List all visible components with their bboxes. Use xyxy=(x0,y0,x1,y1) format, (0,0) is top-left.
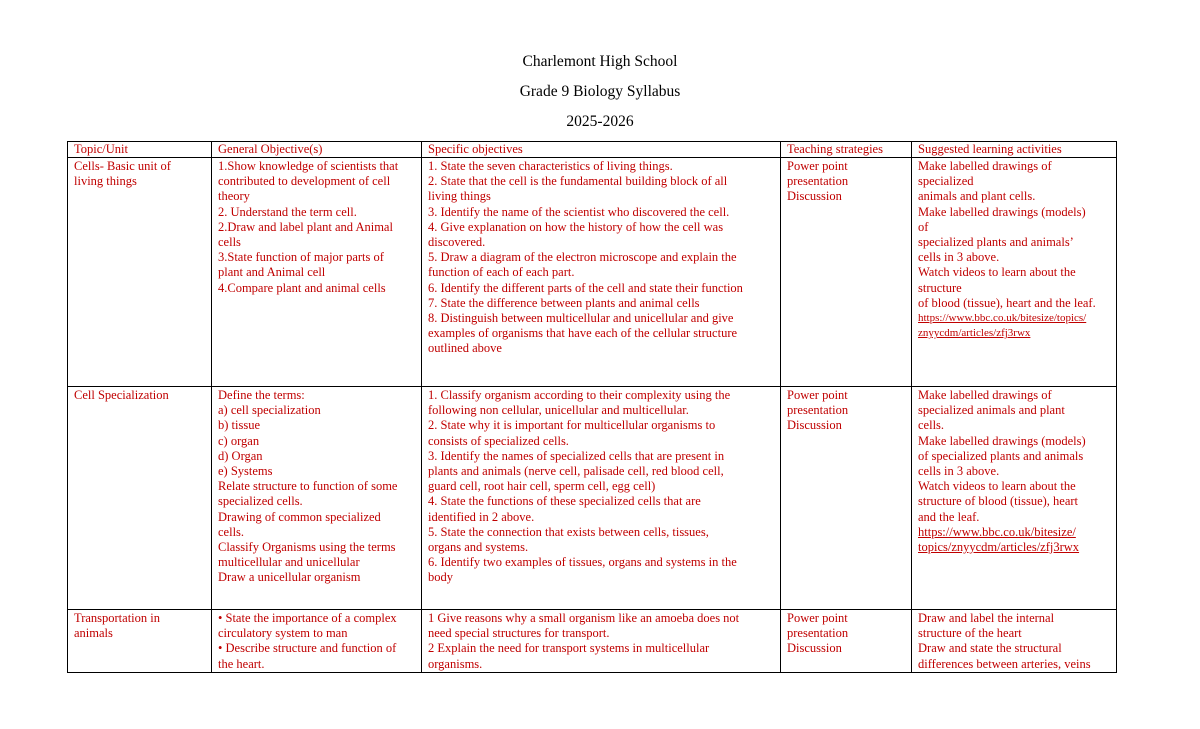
learning-activity-cell-line: Make labelled drawings of xyxy=(918,159,1052,173)
learning-activity-cell-line: of blood (tissue), heart and the leaf. xyxy=(918,295,1096,310)
topic-cell xyxy=(68,387,212,610)
specific-objective-cell-line: 5. Draw a diagram of the electron microscope and explain the xyxy=(428,250,737,265)
topic-cell-line: Cell Specialization xyxy=(74,388,169,402)
general-objective-cell-line: • State the importance of a complex xyxy=(218,611,397,625)
learning-activity-cell-line: differences between arteries, veins xyxy=(918,656,1091,671)
general-objective-cell-line: b) tissue xyxy=(218,418,261,433)
specific-objective-cell-line: living things xyxy=(428,189,491,204)
learning-activity-cell-line: cells. xyxy=(918,418,945,433)
topic-cell-line: animals xyxy=(74,626,113,641)
teaching-strategy-cell-line: Power point xyxy=(787,611,848,625)
specific-objective-cell-line: organs and systems. xyxy=(428,540,529,555)
general-objective-cell-line: 2. Understand the term cell. xyxy=(218,204,357,219)
bbc-bitesize-link[interactable] xyxy=(918,311,1116,341)
learning-activity-cell-line: structure xyxy=(918,280,962,295)
specific-objective-cell xyxy=(422,158,781,387)
topic-cell-line: Transportation in xyxy=(74,611,160,625)
topic-cell-line: living things xyxy=(74,174,137,189)
col-header-topic: Topic/Unit xyxy=(68,142,212,158)
teaching-strategy-cell-line: presentation xyxy=(787,174,849,189)
teaching-strategy-cell-line: Discussion xyxy=(787,418,842,433)
learning-activity-cell-line: of specialized plants and animals xyxy=(918,448,1084,463)
specific-objective-cell-line: 1. Classify organism according to their complexity using the xyxy=(428,388,731,402)
specific-objective-cell-line: 2. State why it is important for multicellular organisms to xyxy=(428,418,716,433)
specific-objective-cell-line: 8. Distinguish between multicellular and unicellular and give xyxy=(428,311,734,326)
specific-objective-cell-line: function of each of each part. xyxy=(428,265,575,280)
col-header-general-objectives: General Objective(s) xyxy=(212,142,422,158)
learning-activity-cell-line: structure of blood (tissue), heart xyxy=(918,494,1079,509)
topic-cell-line: Cells- Basic unit of xyxy=(74,159,171,173)
specific-objective-cell-line: 3. Identify the names of specialized cells that are present in xyxy=(428,448,725,463)
link-text-line[interactable]: topics/znyycdm/articles/zfj3rwx xyxy=(918,540,1080,555)
table-row xyxy=(68,387,1117,610)
general-objective-cell xyxy=(212,610,422,673)
learning-activity-cell-line: structure of the heart xyxy=(918,626,1022,641)
col-header-specific-objectives: Specific objectives xyxy=(422,142,781,158)
learning-activity-cell-line: cells in 3 above. xyxy=(918,464,1000,479)
teaching-strategy-cell-line: Power point xyxy=(787,388,848,402)
general-objective-cell-line: specialized cells. xyxy=(218,494,303,509)
specific-objective-cell-line: examples of organisms that have each of the cellular structure xyxy=(428,326,738,341)
specific-objective-cell xyxy=(422,610,781,673)
specific-objective-cell-line: plants and animals (nerve cell, palisade cell, red blood cell, xyxy=(428,464,724,479)
general-objective-cell xyxy=(212,158,422,387)
general-objective-cell-line: 4.Compare plant and animal cells xyxy=(218,280,386,295)
specific-objective-cell-line: 6. Identify the different parts of the cell and state their function xyxy=(428,280,743,295)
topic-cell xyxy=(68,158,212,387)
specific-objective-cell-line: organisms. xyxy=(428,656,483,671)
col-header-learning-activities: Suggested learning activities xyxy=(912,142,1117,158)
general-objective-cell-line: the heart. xyxy=(218,656,265,671)
teaching-strategy-cell-line: presentation xyxy=(787,626,849,641)
learning-activity-cell-line: specialized plants and animals’ xyxy=(918,235,1074,250)
general-objective-cell-line: Draw a unicellular organism xyxy=(218,570,361,585)
learning-activity-cell-line: animals and plant cells. xyxy=(918,189,1036,204)
general-objective-cell xyxy=(212,387,422,610)
learning-activity-cell xyxy=(912,158,1117,387)
learning-activity-cell-line: and the leaf. xyxy=(918,509,980,524)
teaching-strategy-cell-line: presentation xyxy=(787,403,849,418)
learning-activity-cell xyxy=(912,610,1117,673)
specific-objective-cell-line: outlined above xyxy=(428,341,502,356)
learning-activity-cell-line: Make labelled drawings of xyxy=(918,388,1052,402)
col-header-teaching-strategies: Teaching strategies xyxy=(781,142,912,158)
general-objective-cell-line: c) organ xyxy=(218,433,260,448)
specific-objective-cell-line: 6. Identify two examples of tissues, organs and systems in the xyxy=(428,555,737,570)
general-objective-cell-line: 3.State function of major parts of xyxy=(218,250,384,265)
specific-objective-cell-line: body xyxy=(428,570,453,585)
general-objective-cell-line: cells xyxy=(218,235,241,250)
general-objective-cell-line: Define the terms: xyxy=(218,388,305,402)
specific-objective-cell-line: following non cellular, unicellular and multicellular. xyxy=(428,403,689,418)
general-objective-cell-line: multicellular and unicellular xyxy=(218,555,360,570)
general-objective-cell-line: e) Systems xyxy=(218,464,273,479)
specific-objective-cell-line: need special structures for transport. xyxy=(428,626,610,641)
teaching-strategy-cell xyxy=(781,158,912,387)
specific-objective-cell-line: 7. State the difference between plants and animal cells xyxy=(428,295,700,310)
school-name: Charlemont High School xyxy=(522,53,678,70)
specific-objective-cell-line: 1 Give reasons why a small organism like an amoeba does not xyxy=(428,611,740,625)
learning-activity-cell-line: specialized xyxy=(918,174,974,189)
general-objective-cell-line: theory xyxy=(218,189,250,204)
general-objective-cell-line: contributed to development of cell xyxy=(218,174,391,189)
general-objective-cell-line: Classify Organisms using the terms xyxy=(218,540,396,555)
link-text-line[interactable]: https://www.bbc.co.uk/bitesize/topics/ xyxy=(918,312,1087,325)
general-objective-cell-line: circulatory system to man xyxy=(218,626,348,641)
table-row xyxy=(68,158,1117,387)
general-objective-cell-line: d) Organ xyxy=(218,448,263,463)
link-text-line[interactable]: https://www.bbc.co.uk/bitesize/ xyxy=(918,524,1076,539)
link-text-line[interactable]: znyycdm/articles/zfj3rwx xyxy=(918,327,1031,340)
general-objective-cell-line: Relate structure to function of some xyxy=(218,479,398,494)
table-row xyxy=(68,610,1117,673)
specific-objective-cell-line: discovered. xyxy=(428,235,486,250)
general-objective-cell-line: plant and Animal cell xyxy=(218,265,326,280)
teaching-strategy-cell-line: Power point xyxy=(787,159,848,173)
learning-activity-cell-line: Watch videos to learn about the xyxy=(918,265,1076,280)
general-objective-cell-line: a) cell specialization xyxy=(218,403,321,418)
general-objective-cell-line: • Describe structure and function of xyxy=(218,641,397,656)
learning-activity-cell-line: cells in 3 above. xyxy=(918,250,1000,265)
learning-activity-cell-line: Make labelled drawings (models) xyxy=(918,433,1086,448)
specific-objective-cell-line: 4. State the functions of these specialized cells that are xyxy=(428,494,701,509)
bbc-bitesize-link[interactable] xyxy=(918,525,1116,555)
syllabus-title: Grade 9 Biology Syllabus xyxy=(519,83,681,100)
specific-objective-cell-line: 3. Identify the name of the scientist who discovered the cell. xyxy=(428,204,730,219)
general-objective-cell-line: 1.Show knowledge of scientists that xyxy=(218,159,399,173)
teaching-strategy-cell-line: Discussion xyxy=(787,641,842,656)
learning-activity-cell-line: of xyxy=(918,219,929,234)
specific-objective-cell-line: 4. Give explanation on how the history of how the cell was xyxy=(428,219,724,234)
learning-activity-cell-line: Draw and state the structural xyxy=(918,641,1062,656)
general-objective-cell-line: 2.Draw and label plant and Animal xyxy=(218,219,393,234)
syllabus-table xyxy=(67,141,1117,673)
learning-activity-cell-line: Draw and label the internal xyxy=(918,611,1055,625)
teaching-strategy-cell xyxy=(781,387,912,610)
specific-objective-cell-line: 2. State that the cell is the fundamental building block of all xyxy=(428,174,728,189)
table-header-row xyxy=(68,142,1117,158)
teaching-strategy-cell xyxy=(781,610,912,673)
specific-objective-cell-line: consists of specialized cells. xyxy=(428,433,569,448)
topic-cell xyxy=(68,610,212,673)
specific-objective-cell-line: guard cell, root hair cell, sperm cell, egg cell) xyxy=(428,479,656,494)
learning-activity-cell-line: Make labelled drawings (models) xyxy=(918,204,1086,219)
learning-activity-cell xyxy=(912,387,1117,610)
specific-objective-cell xyxy=(422,387,781,610)
learning-activity-cell-line: specialized animals and plant xyxy=(918,403,1065,418)
specific-objective-cell-line: identified in 2 above. xyxy=(428,509,535,524)
academic-year: 2025-2026 xyxy=(566,113,634,130)
general-objective-cell-line: Drawing of common specialized xyxy=(218,509,381,524)
specific-objective-cell-line: 2 Explain the need for transport systems in multicellular xyxy=(428,641,710,656)
specific-objective-cell-line: 1. State the seven characteristics of living things. xyxy=(428,159,673,173)
general-objective-cell-line: cells. xyxy=(218,524,245,539)
learning-activity-cell-line: Watch videos to learn about the xyxy=(918,479,1076,494)
specific-objective-cell-line: 5. State the connection that exists between cells, tissues, xyxy=(428,524,709,539)
teaching-strategy-cell-line: Discussion xyxy=(787,189,842,204)
